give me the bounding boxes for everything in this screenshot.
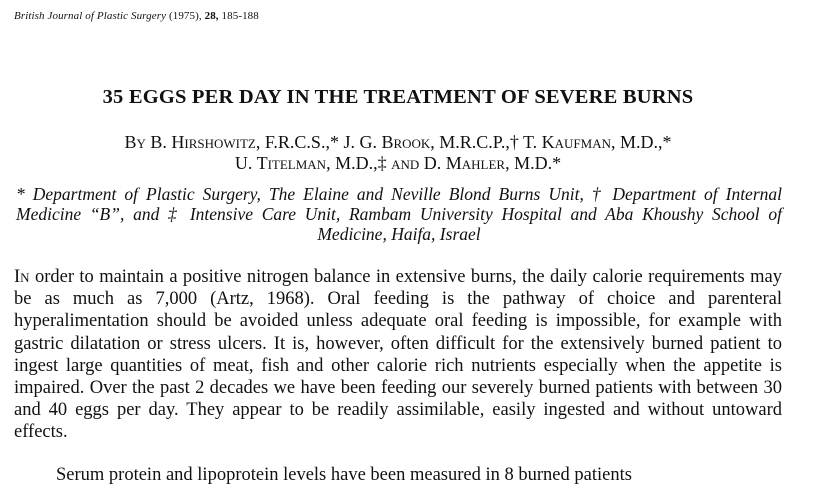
author-line-1: By B. Hirshowitz, F.R.C.S.,* J. G. Brook, M.R.C.P.,† T. Kaufman, M.D.,* — [124, 132, 672, 152]
journal-citation — [14, 10, 259, 22]
paragraph-1-text: order to maintain a positive nitrogen balance in extensive burns, the daily calorie requirements may be as much as 7,000 (Artz, 1968). Oral feeding is the pathway of choice and parenteral hyperalimentation should be avoided unless adequate oral feeding is impossible, for example with gastric dilatation or stress ulcers. It is, however, often difficult for the extensively burned patient to ingest large quantities of meat, fish and other calorie rich nutrients especially when the appetite is impaired. Over the past 2 decades we have been feeding our severely burned patients with between 30 and 40 eggs per day. They appear to be readily assimilable, easily ingested and without untoward effects. — [14, 267, 782, 443]
journal-volume: 28, — [204, 10, 219, 22]
journal-year: (1975), — [168, 10, 202, 22]
affiliations: * Department of Plastic Surgery, The Elaine and Neville Blond Burns Unit, † Department of Internal Medicine “B”, and ‡ Intensive Care Unit, Rambam University Hospital and Aba Khoushy School of Medicine, Haifa, Israel — [16, 184, 782, 244]
journal-name: British Journal of Plastic Surgery — [14, 10, 167, 22]
author-line-2: U. Titelman, M.D.,‡ and D. Mahler, M.D.* — [234, 153, 562, 173]
paragraph-lead-in: In — [14, 267, 30, 287]
author-list — [0, 132, 796, 174]
body-paragraph-1 — [14, 266, 782, 444]
article-title: 35 EGGS PER DAY IN THE TREATMENT OF SEVERE BURNS — [102, 86, 694, 108]
journal-pages: 185-188 — [221, 10, 259, 22]
body-paragraph-2: Serum protein and lipoprotein levels have been measured in 8 burned patients — [56, 465, 632, 485]
